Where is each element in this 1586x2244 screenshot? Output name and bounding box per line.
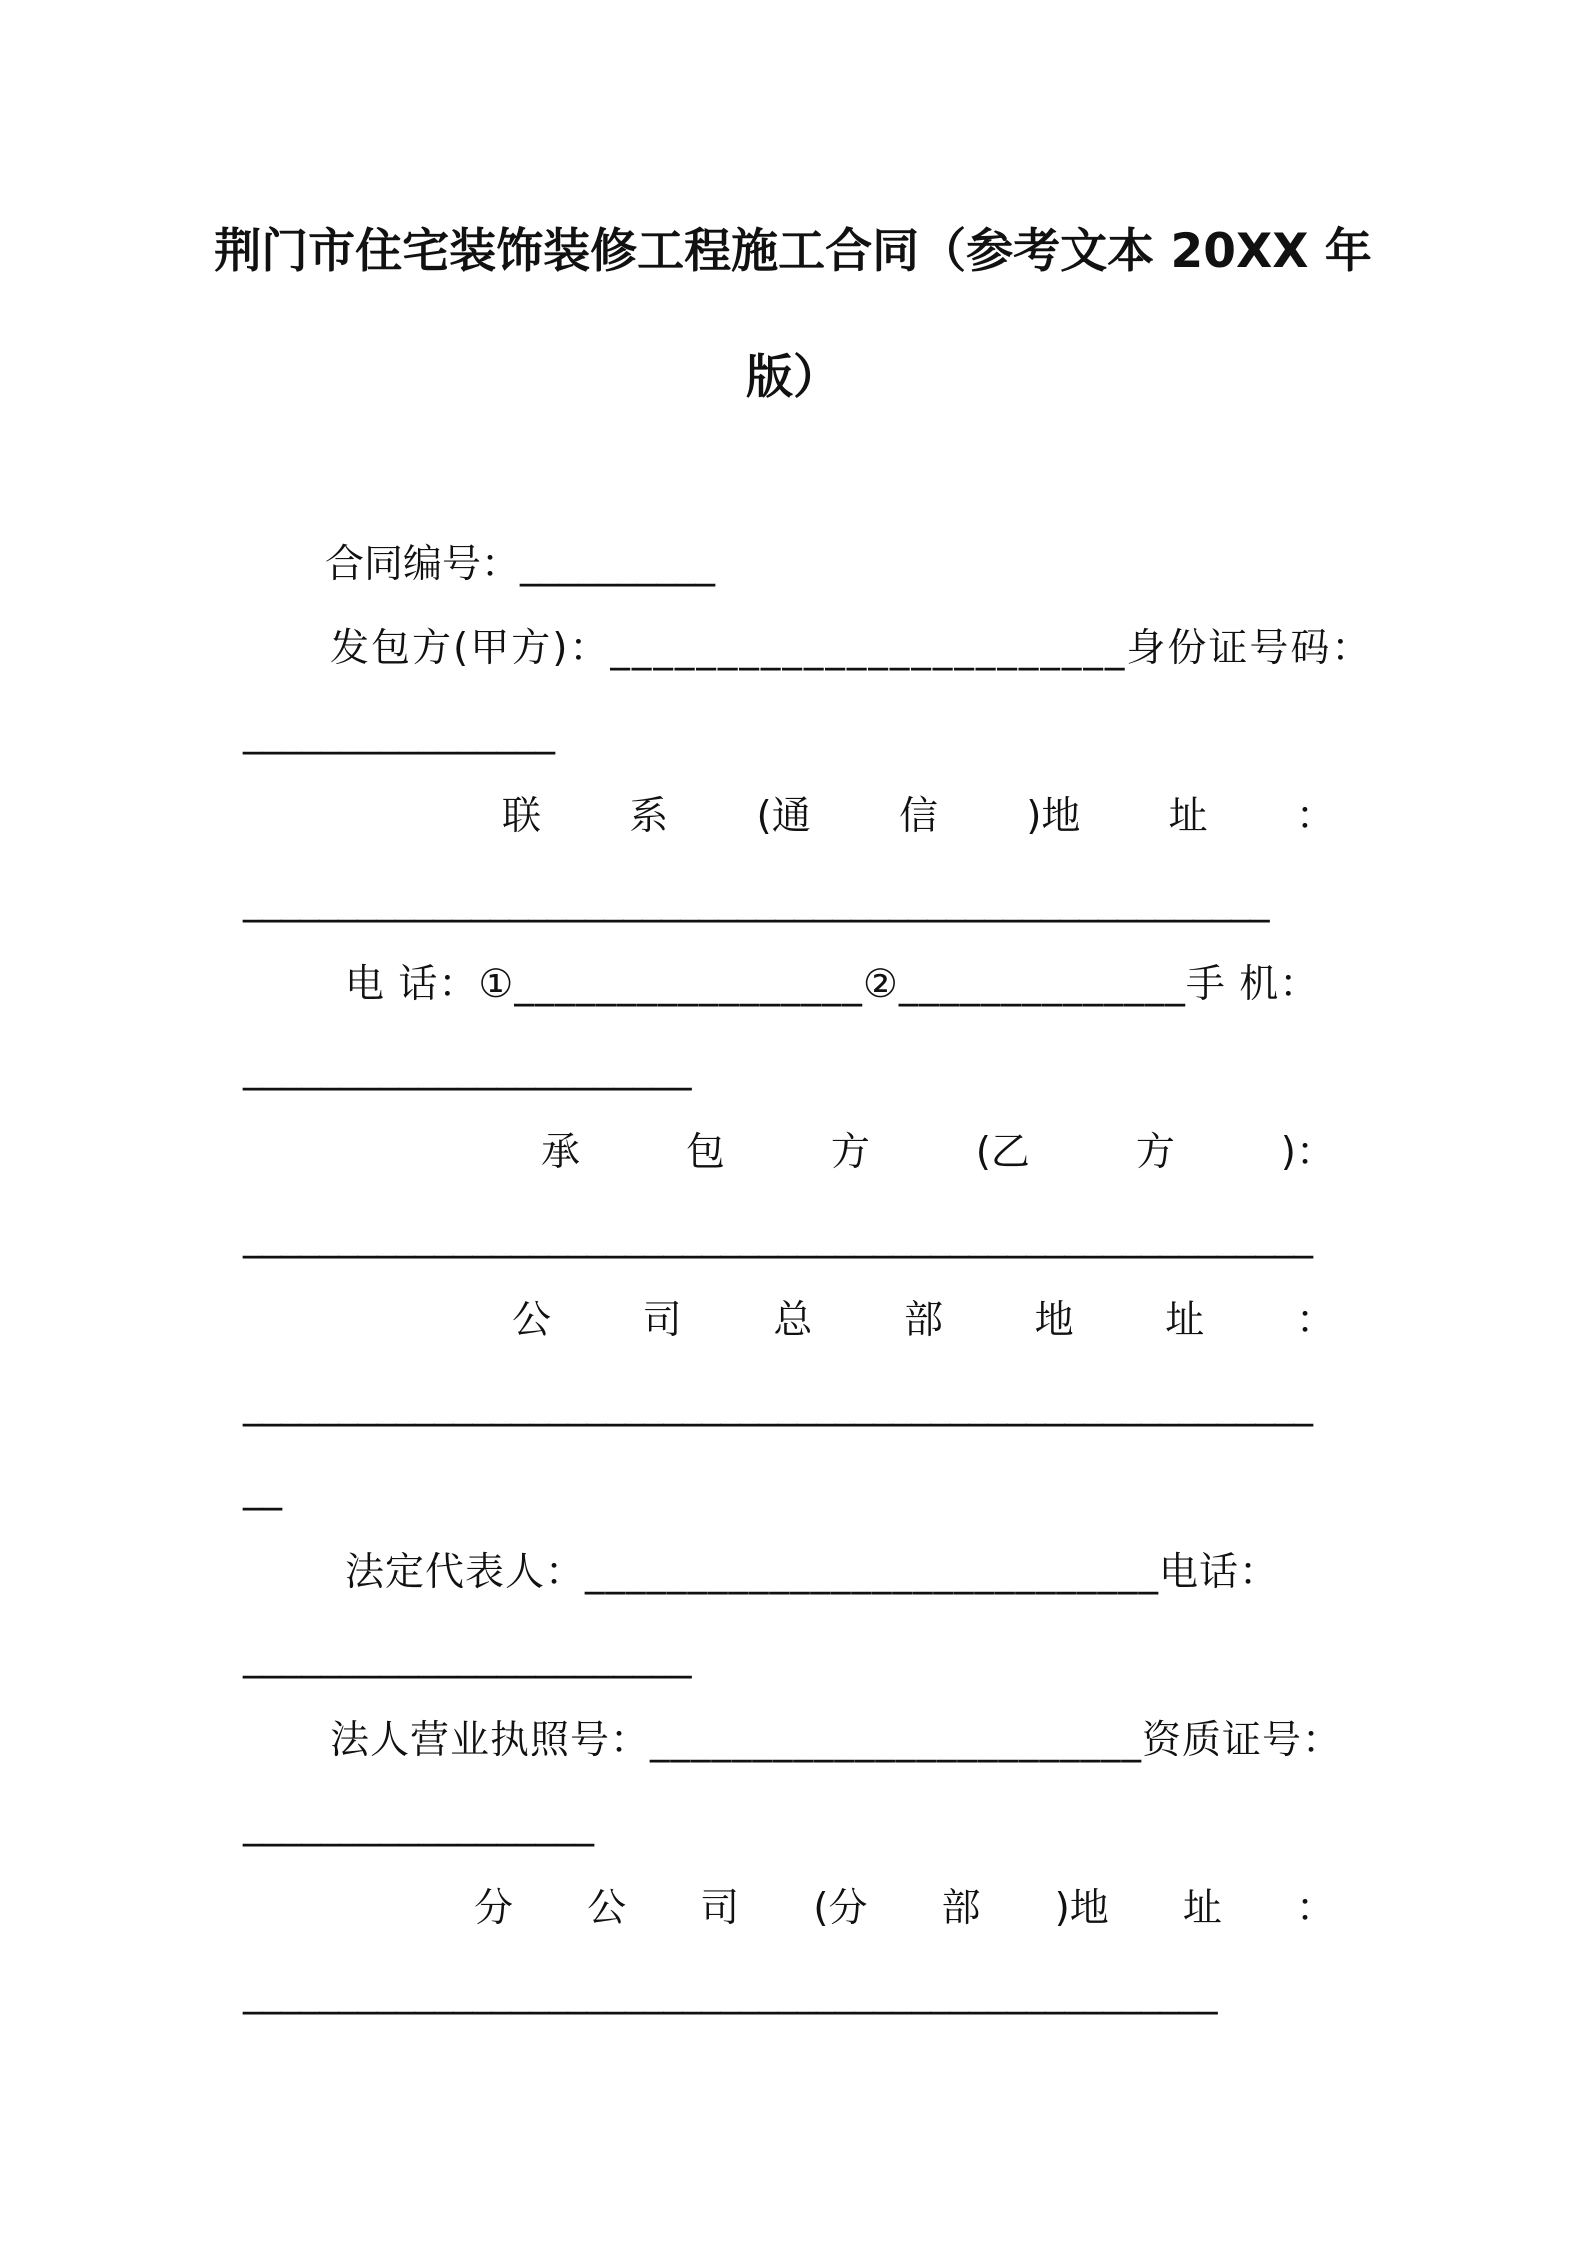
label-char: )地 (1054, 1886, 1109, 1931)
label-char: 公 (512, 1298, 552, 1343)
contact-address-blank: ______________________________________________________ (243, 878, 1269, 923)
label-char: 方 (830, 1130, 870, 1175)
label-char: 系 (629, 794, 669, 839)
hq-address-label (512, 1293, 1335, 1349)
doc-title-line1: 荆门市住宅装饰装修工程施工合同（参考文本 20XX 年 (214, 224, 1372, 279)
label-char: )地 (1026, 794, 1081, 839)
label-char: (通 (756, 794, 811, 839)
label-char: 司 (642, 1298, 682, 1343)
party-b-label (541, 1125, 1335, 1181)
contract-number: 合同编号：__________ (325, 542, 716, 587)
label-char: ： (1295, 1298, 1335, 1343)
label-char: 地 (1034, 1298, 1074, 1343)
label-char: ： (1295, 1886, 1335, 1931)
label-char: 总 (773, 1298, 813, 1343)
label-char: 承 (541, 1130, 581, 1175)
label-char: 联 (502, 794, 542, 839)
legal-rep-phone-blank: _______________________ (243, 1634, 692, 1679)
label-char: (乙 (975, 1130, 1030, 1175)
label-char: )： (1280, 1130, 1335, 1175)
label-char: 部 (903, 1298, 943, 1343)
hq-address-blank-continued: __ (243, 1466, 282, 1511)
label-char: 信 (898, 794, 938, 839)
label-char: (分 (813, 1886, 868, 1931)
label-char: 公 (587, 1886, 627, 1931)
label-char: 址 (1165, 1298, 1205, 1343)
qualification-blank: __________________ (243, 1802, 594, 1847)
mobile-blank: _______________________ (243, 1046, 692, 1091)
party-a-id-blank: ________________ (243, 710, 555, 755)
phone-line: 电 话：①_________________②______________手 机： (345, 962, 1320, 1007)
party-a-line: 发包方(甲方)：________________________身份证号码： (330, 626, 1373, 671)
doc-title-line2: 版） (746, 350, 840, 405)
branch-address-label (474, 1881, 1335, 1937)
branch-address-blank: ___________________________________________________ (243, 1970, 1218, 2015)
hq-address-blank: ________________________________________________________ (243, 1382, 1313, 1427)
label-char: 包 (685, 1130, 725, 1175)
party-b-blank: ________________________________________________________ (243, 1214, 1313, 1259)
contact-address-label (502, 789, 1335, 845)
legal-representative-line: 法定代表人：____________________________电话： (345, 1550, 1280, 1595)
business-license-line: 法人营业执照号：________________________资质证号： (330, 1718, 1343, 1763)
label-char: 分 (474, 1886, 514, 1931)
label-char: 址 (1168, 794, 1208, 839)
label-char: ： (1295, 794, 1335, 839)
label-char: 方 (1135, 1130, 1175, 1175)
label-char: 部 (941, 1886, 981, 1931)
label-char: 司 (700, 1886, 740, 1931)
label-char: 址 (1182, 1886, 1222, 1931)
